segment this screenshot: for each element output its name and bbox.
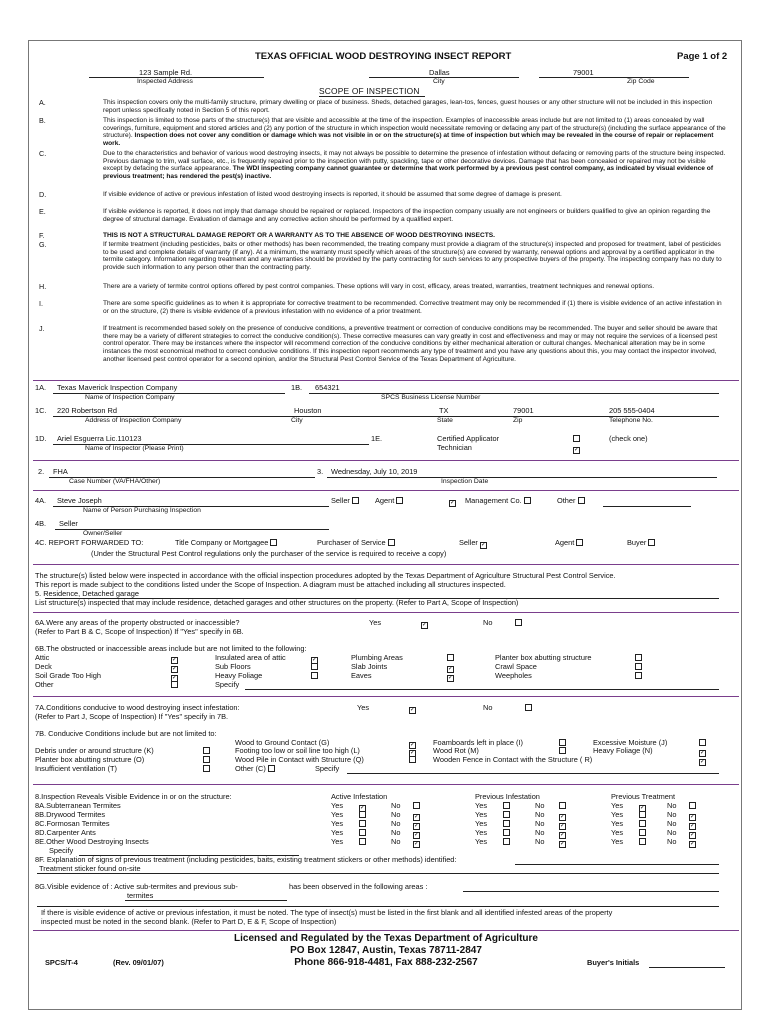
yes-label: Yes: [611, 810, 624, 819]
section-divider: [33, 930, 739, 931]
certified-applicator-checkbox[interactable]: [573, 435, 580, 442]
area-eaves-label: Eaves: [351, 671, 372, 680]
cond-specify-line[interactable]: [347, 773, 719, 774]
fwd-title-company-label: Title Company or Mortgagee: [175, 538, 269, 547]
fwd-seller: [459, 539, 487, 549]
area-subfloors-checkbox[interactable]: [311, 663, 318, 670]
role-other-checkbox[interactable]: [578, 497, 585, 504]
q7a-text: 7A.Conditions conducive to wood destroying insect infestation:: [35, 703, 240, 712]
insect-row-8b-drywood-termites: 8B.Drywood Termites: [35, 810, 106, 819]
area-weepholes-checkbox[interactable]: [635, 672, 642, 679]
insect-1-col2-no-checkbox[interactable]: [559, 802, 566, 809]
field-1d-label: 1D.: [35, 434, 47, 443]
q6a-no-checkbox[interactable]: [515, 619, 522, 626]
zip-value[interactable]: 79001: [573, 68, 594, 77]
yes-label: Yes: [611, 837, 624, 846]
area-specify-line[interactable]: [245, 689, 719, 690]
cond-other: [235, 765, 275, 774]
section-divider: [33, 380, 739, 381]
no-label: No: [535, 837, 545, 846]
footer-address: PO Box 12847, Austin, Texas 78711-2847: [290, 945, 482, 956]
role-agent-label: Agent: [375, 496, 395, 505]
scope-heading-underline: [319, 96, 425, 97]
q6a-ref: (Refer to Part B & C, Scope of Inspection) If "Yes" specify in 6B.: [35, 627, 244, 636]
insect-2-col1-yes-checkbox[interactable]: [359, 811, 366, 818]
yes-label: Yes: [475, 828, 488, 837]
insect-row-8d-carpenter-ants: 8D.Carpenter Ants: [35, 828, 96, 837]
s8f-line-b: [37, 873, 719, 874]
fwd-seller-checkbox[interactable]: [480, 542, 487, 549]
no-label: No: [391, 837, 401, 846]
yes-label: Yes: [475, 801, 488, 810]
area-attic-label: Attic: [35, 653, 50, 662]
yes-label: Yes: [331, 810, 344, 819]
s8g-text: 8G.Visible evidence of : Active sub-termites and previous sub-: [35, 882, 238, 891]
area-crawl-checkbox[interactable]: [635, 663, 642, 670]
cond-wood-pile-checkbox[interactable]: [409, 756, 416, 763]
insect-3-col1-yes-checkbox[interactable]: [359, 820, 366, 827]
area-subfloors-label: Sub Floors: [215, 662, 251, 671]
q7a-ref: (Refer to Part J, Scope of Inspection) If "Yes" specify in 7B.: [35, 712, 229, 721]
fwd-buyer-checkbox[interactable]: [648, 539, 655, 546]
cond-ventilation-checkbox[interactable]: [203, 765, 210, 772]
inspector-name-value[interactable]: Ariel Esguerra Lic.110123: [57, 434, 142, 443]
field-1a-label: 1A.: [35, 383, 47, 392]
yes-label: Yes: [611, 801, 624, 810]
q6a-text: 6A.Were any areas of the property obstructed or inaccessible?: [35, 618, 240, 627]
fwd-agent: [555, 539, 583, 548]
company-zip-label: Zip: [513, 417, 523, 424]
insect-5-col3-yes-checkbox[interactable]: [639, 838, 646, 845]
q6a-yes-checkbox[interactable]: [421, 622, 428, 629]
fwd-buyer-label: Buyer: [627, 538, 647, 547]
cond-planter-label: Planter box abutting structure (O): [35, 755, 145, 764]
q7a-no-checkbox[interactable]: [525, 704, 532, 711]
section-divider: [33, 784, 739, 785]
role-agent: [375, 497, 403, 506]
license-label: SPCS Business License Number: [381, 394, 481, 401]
section-divider: [33, 490, 739, 491]
section-divider: [33, 696, 739, 697]
insect-1-col3-no-checkbox[interactable]: [689, 802, 696, 809]
no-label: No: [535, 819, 545, 828]
fwd-buyer: [627, 539, 655, 548]
col-active-infestation: Active Infestation: [331, 792, 388, 801]
s8g-text-2[interactable]: termites: [127, 891, 154, 900]
no-label: No: [667, 810, 677, 819]
area-foliage-checkbox[interactable]: [311, 672, 318, 679]
company-state-label: State: [437, 417, 453, 424]
company-zip-value[interactable]: 79001: [513, 406, 534, 415]
no-label: No: [667, 819, 677, 828]
s8g-observed: has been observed in the following areas :: [289, 882, 428, 891]
insect-5-col2-yes-checkbox[interactable]: [503, 838, 510, 845]
yes-label: Yes: [331, 837, 344, 846]
license-value[interactable]: 654321: [315, 383, 340, 392]
role-agent-checkbox[interactable]: [396, 497, 403, 504]
company-phone-label: Telephone No.: [609, 417, 653, 424]
field-2-label: 2.: [38, 467, 45, 476]
insect-4-col2-yes-checkbox[interactable]: [503, 829, 510, 836]
owner-label: Owner/Seller: [83, 530, 123, 537]
insect-4-col3-yes-checkbox[interactable]: [639, 829, 646, 836]
field-1c-label: 1C.: [35, 406, 47, 415]
area-plumbing-label: Plumbing Areas: [351, 653, 403, 662]
inspection-date-value[interactable]: Wednesday, July 10, 2019: [331, 467, 418, 476]
insect-1-col1-no-checkbox[interactable]: [413, 802, 420, 809]
field-4a-label: 4A.: [35, 496, 47, 505]
cond-other-label: Other (C): [235, 764, 266, 773]
role-mgmt-alt-checkbox[interactable]: [524, 497, 531, 504]
company-phone-value[interactable]: 205 555-0404: [609, 406, 655, 415]
s8-note-2: inspected must be noted in the second blank. (Refer to Part D, E & F, Scope of Inspection): [41, 917, 337, 926]
zip-label: Zip Code: [627, 78, 655, 85]
area-deck-label: Deck: [35, 662, 52, 671]
area-weepholes-label: Weepholes: [495, 671, 532, 680]
area-planter-checkbox[interactable]: [635, 654, 642, 661]
role-other: [557, 497, 585, 506]
s8g-areas-line-2[interactable]: [37, 906, 719, 907]
area-slab-label: Slab Joints: [351, 662, 388, 671]
company-street-label: Address of Inspection Company: [85, 417, 182, 424]
role-seller-checkbox[interactable]: [352, 497, 359, 504]
insect-row-8e-other-wood-destroying-insects: 8E.Other Wood Destroying Insects: [35, 837, 149, 846]
cond-foamboards-checkbox[interactable]: [559, 739, 566, 746]
section-divider: [33, 612, 739, 613]
case-number-label: Case Number (VA/FHA/Other): [69, 478, 161, 485]
role-other-line[interactable]: [603, 506, 691, 507]
technician-checkbox[interactable]: [573, 447, 580, 454]
report-page: TEXAS OFFICIAL WOOD DESTROYING INSECT REPORT Page 1 of 2 123 Sample Rd. Inspected Address Dallas City 79001 Zip Code SCOPE OF INSPECTION A. This inspection covers only the multi-family structure, primary dwelling or place of business. Sheds, detached garages, lean-tos, fences, guest houses or any other structure will not be included in this inspection report unless specifically noted in Section 5 of this report. B. This inspection is limited to those parts of the structure(s) that are visible and accessible at the time of the inspection. Examples of inaccessible areas include but are not limited to (1) areas concealed by wall coverings, furniture, equipment and stored articles and (2) any portion of the structure in which inspection would necessitate removing or defacing any part of the structure(s) (including the surface appearance of the structure). Inspection does not cover any condition or damage which was not visible in or on the structure(s) at time of inspection but which may be revealed in the course of repair or replacement work. C. Due to the characteristics and behavior of various wood destroying insects, it may not always be possible to determine the presence of infestation without defacing or removing parts of the structure being inspected. Previous damage to trim, wall surface, etc., is frequently repaired prior to the inspection with putty, spackling, tape or other decorative devices. Damage that has been concealed or repaired may not be visible except by defacing the surface appearance. The WDI inspecting company cannot guarantee or determine that work performed by a previous pest control company, as indicated by visual evidence of previous treatment; has rendered the pest(s) inactive. D. If visible evidence of active or previous infestation of listed wood destroying insects is reported, it should be assumed that some degree of damage is present. E. If visible evidence is reported, it does not imply that damage should be repaired or replaced. Inspectors of the inspection company usually are not engineers or builders qualified to give an opinion regarding the degree of structural damage. Evaluation of damage and any corrective action should be performed by a qualified expert. F. THIS IS NOT A STRUCTURAL DAMAGE REPORT OR A WARRANTY AS TO THE ABSENCE OF WOOD DESTROYING INSECTS. G. If termite treatment (including pesticides, baits or other methods) has been recommended, the treating company must provide a diagram of the structure(s) inspected and proposed for treatment, label of pesticides to be used and complete details of warranty (if any). At a minimum, the warranty must specify which areas of the structure(s) are covered by warranty, renewal options and approval by a certified applicator in the termite category. Information regarding treatment and any warranties should be provided by the party contracting for such services to any prospective buyers of the property. The inspecting company has no duty to provide such information to any person other than the contracting party. H. There are a variety of termite control options offered by pest control companies. These options will vary in cost, efficacy, areas treated, warranties, treatment techniques and renewal options. I. There are some specific guidelines as to when it is appropriate for corrective treatment to be recommended. Corrective treatment may only be recommended if (1) there is visible evidence of an active infestation in or on the structure, (2) there is visible evidence of a previous infestation with no evidence of a prior treatment. J. If treatment is recommended based solely on the presence of conducive conditions, a preventive treatment or correction of conducive conditions may be recommended. The buyer and seller should be aware that there may be a variety of different strategies to correct the conducive condition(s). These corrective measures can vary greatly in cost and effectiveness and may or may not require the services of a licensed pest control operator. There may be instances where the inspector will recommend correction of the conducive conditions by either mechanical alteration or cultural changes. Mechanical alteration may be in some instances the most economical method to correct conducive conditions. If this inspection report recommends any type of treatment and you have any questions about this, you may contact the inspector involved, another licensed pest control operator for a second opinion, and/or the Structural Pest Control Service of the Texas Department of Agriculture. 1A. Texas Maverick Inspection Company Name of Inspection Company 1B. 654321 SPCS Business License Number 1C. 220 Robertson Rd Address of Inspection Company Houston City TX State 79001 Zip 205 555-0404 Telephone No. 1D. Ariel Esguerra Lic.110123 Name of Inspector (Please Print) 1E. Certified Applicator Technician ✓ (check one) 2. FHA Case Number (VA/FHA/Other) 3. Wednesday, July 10, 2019 Inspection Date 4A. Steve Joseph Name of Person Purchasing Inspection Seller Agent ✓ Management Co. Other 4B. Seller Owner/Seller 4C. REPORT FORWARDED TO: Title Company or Mortgagee Purchaser of Service Seller ✓ Agent Buyer (Under the Structural Pest Control regulations only the purchaser of the service is required to receive a copy) The structure(s) listed below were inspected in accordance with the official inspection procedures adopted by the Texas Department of Agriculture Structural Pest Control Service. This report is made subject to the conditions listed under the Scope of Inspection. A diagram must be attached including all structures inspected. 5. Residence, Detached garage List structure(s) inspected that may include residence, detached garages and other structures on the property. (Refer to Part A, Scope of Inspection) 6A.Were any areas of the property obstructed or inaccessible? (Refer to Part B & C, Scope of Inspection) If "Yes" specify in 6B. Yes ✓ No 6B.The obstructed or inaccessible areas include but are not limited to the following: Attic ✓ Deck ✓ Soil Grade Too High ✓ Other Insulated area of attic ✓ Sub Floors Heavy Foliage Specify Plumbing Areas Slab Joints ✓ Eaves ✓ Planter box abutting structure Crawl Space Weepholes 7A.Conditions conducive to wood destroying insect infestation: (Refer to Part J, Scope of Inspection) If "Yes" specify in 7B. Yes ✓ No 7B. Conducive Conditions include but are not limited to: Debris under or around structure (K) Planter box abutting structure (O) Insufficient ventilation (T) Wood to Ground Contact (G) ✓ Footing too low or soil line too high (L) ✓ Wood Pile in Contact with Structure (Q) Other (C) Specify Foamboards left in place (I) Wood Rot (M) Wooden Fence in Contact with the Structure ( R) ✓ Excessive Moisture (J) Heavy Foliage (N) ✓ 8.Inspection Reveals Visible Evidence in or on the structure: Active Infestation Previous Infestation Previous Treatment 8A.Subterranean Termites Yes ✓ No Yes No Yes ✓ No 8B.Drywood Termites Yes No ✓ Yes No ✓ Yes No ✓ 8C.Formosan Termites Yes No ✓ Yes No ✓ Yes No ✓ 8D.Carpenter Ants Yes No ✓ Yes No ✓ Yes No ✓ 8E.Other Wood Destroying Insects Yes No ✓ Yes No ✓ Yes No ✓ Specify 8F. Explanation of signs of previous treatment (including pesticides, baits, existing treatment stickers or other methods) identified: Treatment sticker found on-site 8G.Visible evidence of : Active sub-termites and previous sub- termites has been observed in the following areas : If there is visible evidence of active or previous infestation, it must be noted. The type of insect(s) must be listed in the first blank and all identified infested areas of the property inspected must be noted in the second blank. (Refer to Part D, E & F, Scope of Inspection) Licensed and Regulated by the Texas Department of Agriculture PO Box 12847, Austin, Texas 78711-2847 Phone 866-918-4481, Fax 888-232-2567 SPCS/T-4 (Rev. 09/01/07) Buyer's Initials: [28, 40, 742, 1010]
insect-5-col3-no-checkbox[interactable]: [689, 841, 696, 848]
s8e-specify-label: Specify: [49, 846, 74, 855]
company-city-label: City: [291, 417, 303, 424]
scope-heading: SCOPE OF INSPECTION: [319, 86, 420, 96]
fwd-purchaser-label: Purchaser of Service: [317, 538, 386, 547]
cond-foliage-label: Heavy Foliage (N): [593, 746, 653, 755]
fwd-title-company: [175, 539, 277, 548]
q7b-intro: 7B. Conducive Conditions include but are not limited to:: [35, 729, 217, 738]
col-previous-infestation: Previous Infestation: [475, 792, 540, 801]
inspector-name-label: Name of Inspector (Please Print): [85, 445, 184, 452]
cond-ventilation-label: Insufficient ventilation (T): [35, 764, 118, 773]
company-city-value[interactable]: Houston: [294, 406, 322, 415]
yes-label: Yes: [475, 819, 488, 828]
yes-label: Yes: [331, 819, 344, 828]
col-previous-treatment: Previous Treatment: [611, 792, 676, 801]
no-label: No: [535, 801, 545, 810]
cond-fence-label: Wooden Fence in Contact with the Structure ( R): [433, 755, 593, 764]
inspection-date-label: Inspection Date: [441, 478, 489, 485]
no-label: No: [667, 837, 677, 846]
cond-wood-ground-label: Wood to Ground Contact (G): [235, 738, 330, 747]
cond-other-checkbox[interactable]: [268, 765, 275, 772]
form-revision: (Rev. 09/01/07): [113, 958, 164, 967]
no-label: No: [667, 801, 677, 810]
field-3-label: 3.: [317, 467, 324, 476]
no-label: No: [391, 801, 401, 810]
insect-3-col2-yes-checkbox[interactable]: [503, 820, 510, 827]
inspection-date-line: [327, 477, 717, 478]
s8g-insect-line: [125, 900, 287, 901]
insect-5-col1-yes-checkbox[interactable]: [359, 838, 366, 845]
no-label: No: [667, 828, 677, 837]
insect-row-8c-formosan-termites: 8C.Formosan Termites: [35, 819, 110, 828]
inspected-address-value[interactable]: 123 Sample Rd.: [139, 68, 192, 77]
field-1e-label: 1E.: [371, 434, 383, 443]
yes-label: Yes: [331, 828, 344, 837]
area-eaves-checkbox[interactable]: [447, 675, 454, 682]
q6a-yes-label: Yes: [369, 618, 382, 627]
cond-moisture-label: Excessive Moisture (J): [593, 738, 668, 747]
cond-specify-label: Specify: [315, 764, 340, 773]
section-divider: [33, 460, 739, 461]
fwd-purchaser-checkbox[interactable]: [388, 539, 395, 546]
owner-value[interactable]: Seller: [59, 519, 78, 528]
cond-debris-checkbox[interactable]: [203, 747, 210, 754]
company-street-value[interactable]: 220 Robertson Rd: [57, 406, 117, 415]
page-number: Page 1 of 2: [677, 51, 728, 62]
role-mgmt-label: Management Co.: [465, 496, 522, 505]
role-mgmt-checkbox[interactable]: [449, 500, 456, 507]
buyers-initials-label: Buyer's Initials: [587, 958, 640, 967]
role-seller: [331, 497, 359, 506]
fwd-agent-checkbox[interactable]: [576, 539, 583, 546]
no-label: No: [391, 810, 401, 819]
inspected-address-label: Inspected Address: [137, 78, 193, 85]
fwd-title-company-checkbox[interactable]: [270, 539, 277, 546]
s8-intro: 8.Inspection Reveals Visible Evidence in or on the structure:: [35, 792, 232, 801]
cond-wood-pile-label: Wood Pile in Contact with Structure (Q): [235, 755, 364, 764]
certified-applicator-label: Certified Applicator: [437, 434, 500, 443]
company-name-label: Name of Inspection Company: [85, 394, 175, 401]
purchaser-name-label: Name of Person Purchasing Inspection: [83, 507, 201, 514]
zip-line: [539, 77, 689, 78]
s8-note-1: If there is visible evidence of active or previous infestation, it must be noted. The type of insect(s) must be listed in the first blank and all identified infested areas of the property: [41, 908, 613, 917]
yes-label: Yes: [611, 819, 624, 828]
report-title: TEXAS OFFICIAL WOOD DESTROYING INSECT REPORT: [255, 51, 512, 62]
cond-wood-rot-label: Wood Rot (M): [433, 746, 479, 755]
check-one-note: (check one): [609, 434, 648, 443]
no-label: No: [391, 828, 401, 837]
role-seller-label: Seller: [331, 496, 350, 505]
city-label: City: [433, 78, 445, 85]
q6a-no-label: No: [483, 618, 493, 627]
cond-wood-rot-checkbox[interactable]: [559, 747, 566, 754]
technician-label: Technician: [437, 443, 472, 452]
company-name-value[interactable]: Texas Maverick Inspection Company: [57, 383, 178, 392]
section-divider: [33, 564, 739, 565]
q7a-no-label: No: [483, 703, 493, 712]
area-crawl-label: Crawl Space: [495, 662, 537, 671]
insect-5-col2-no-checkbox[interactable]: [559, 841, 566, 848]
q6b-intro: 6B.The obstructed or inaccessible areas include but are not limited to the following:: [35, 644, 307, 653]
cond-fence-checkbox[interactable]: [699, 759, 706, 766]
role-mgmt: [465, 497, 531, 506]
insect-1-col2-yes-checkbox[interactable]: [503, 802, 510, 809]
insect-4-col1-yes-checkbox[interactable]: [359, 829, 366, 836]
insect-row-8a-subterranean-termites: 8A.Subterranean Termites: [35, 801, 121, 810]
s8f-text: 8F. Explanation of signs of previous treatment (including pesticides, baits, existing treatment stickers or other methods) identified:: [35, 855, 457, 864]
structures-label: List structure(s) inspected that may include residence, detached garages and other structures on the property. (Refer to Part A, Scope of Inspection): [35, 598, 519, 607]
s5-para-2: This report is made subject to the conditions listed under the Scope of Inspection. A diagram must be attached including all structures inspected.: [35, 580, 506, 589]
city-value[interactable]: Dallas: [429, 68, 450, 77]
company-state-value[interactable]: TX: [439, 406, 449, 415]
yes-label: Yes: [331, 801, 344, 810]
no-label: No: [535, 810, 545, 819]
yes-label: Yes: [475, 810, 488, 819]
purchaser-name-value[interactable]: Steve Joseph: [57, 496, 102, 505]
insect-2-col3-yes-checkbox[interactable]: [639, 811, 646, 818]
forward-note: (Under the Structural Pest Control regulations only the purchaser of the service is required to receive a copy): [91, 549, 447, 558]
form-number: SPCS/T-4: [45, 958, 78, 967]
area-soil-label: Soil Grade Too High: [35, 671, 102, 680]
fwd-seller-label: Seller: [459, 538, 478, 547]
role-other-label: Other: [557, 496, 576, 505]
insect-2-col2-yes-checkbox[interactable]: [503, 811, 510, 818]
area-planter-label: Planter box abutting structure: [495, 653, 592, 662]
q7a-yes-checkbox[interactable]: [409, 707, 416, 714]
insect-5-col1-no-checkbox[interactable]: [413, 841, 420, 848]
report-forwarded-label: 4C. REPORT FORWARDED TO:: [35, 538, 144, 547]
area-other-label: Other: [35, 680, 54, 689]
cond-footing-label: Footing too low or soil line too high (L): [235, 746, 360, 755]
structures-value[interactable]: 5. Residence, Detached garage: [35, 589, 139, 598]
cond-foliage-checkbox[interactable]: [699, 750, 706, 757]
area-specify-label: Specify: [215, 680, 240, 689]
cond-foamboards-label: Foamboards left in place (I): [433, 738, 523, 747]
license-line: [309, 393, 719, 394]
yes-label: Yes: [475, 837, 488, 846]
s8f-line-a[interactable]: [515, 864, 719, 865]
no-label: No: [535, 828, 545, 837]
footer-licensed: Licensed and Regulated by the Texas Department of Agriculture: [234, 933, 538, 944]
s8f-value[interactable]: Treatment sticker found on-site: [39, 864, 141, 873]
area-foliage-label: Heavy Foliage: [215, 671, 263, 680]
cond-planter-checkbox[interactable]: [203, 756, 210, 763]
buyers-initials-line[interactable]: [649, 967, 725, 968]
case-number-value[interactable]: FHA: [53, 467, 68, 476]
area-plumbing-checkbox[interactable]: [447, 654, 454, 661]
yes-label: Yes: [611, 828, 624, 837]
fwd-purchaser: [317, 539, 395, 548]
field-4b-label: 4B.: [35, 519, 47, 528]
q7a-yes-label: Yes: [357, 703, 370, 712]
fwd-agent-label: Agent: [555, 538, 575, 547]
footer-phone: Phone 866-918-4481, Fax 888-232-2567: [294, 957, 478, 968]
cond-debris-label: Debris under or around structure (K): [35, 746, 154, 755]
area-other-checkbox[interactable]: [171, 681, 178, 688]
s8g-areas-line[interactable]: [463, 891, 719, 892]
cond-moisture-checkbox[interactable]: [699, 739, 706, 746]
field-1b-label: 1B.: [291, 383, 303, 392]
area-insulated-label: Insulated area of attic: [215, 653, 286, 662]
insect-3-col3-yes-checkbox[interactable]: [639, 820, 646, 827]
no-label: No: [391, 819, 401, 828]
s5-para-1: The structure(s) listed below were inspected in accordance with the official inspection procedures adopted by the Texas Department of Agriculture Structural Pest Control Service.: [35, 571, 616, 580]
